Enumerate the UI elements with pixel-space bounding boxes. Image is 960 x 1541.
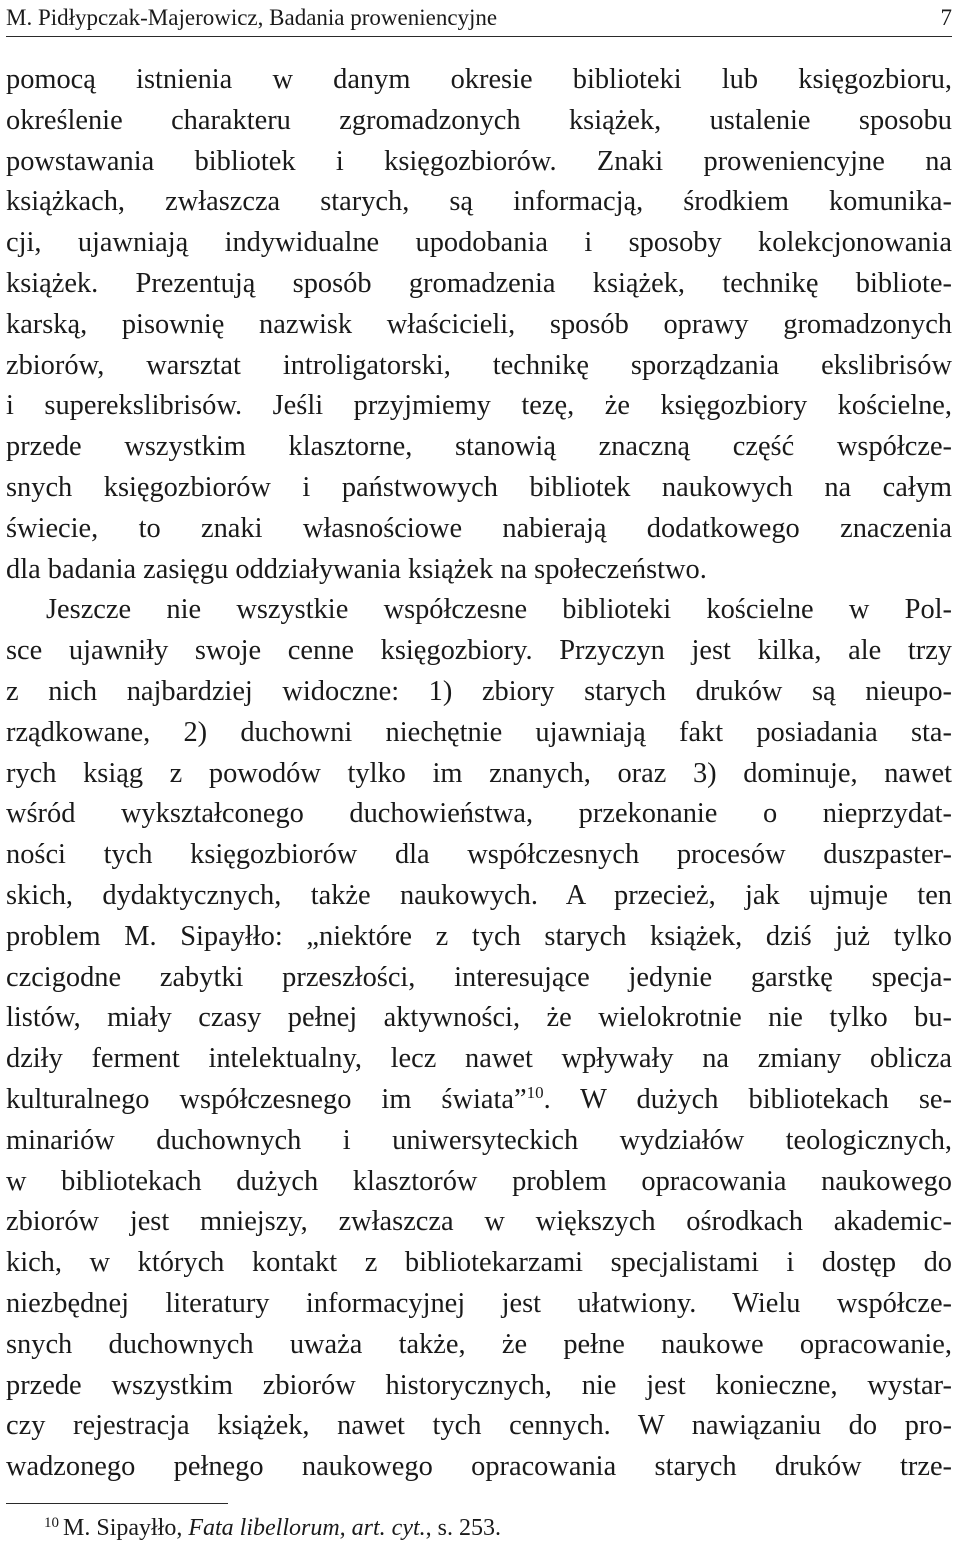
text-segment: . W dużych bibliotekach se- — [543, 1083, 952, 1115]
text-line: kich, w których kontakt z bibliotekarzami specjalistami i dostęp do — [6, 1247, 952, 1279]
text-line: snych duchownych uważa także, że pełne naukowe opracowanie, — [6, 1328, 952, 1360]
text-line: przede wszystkim klasztorne, stanowią znaczną część współcze- — [6, 431, 952, 463]
text-line: książkach, zwłaszcza starych, są informacją, środkiem komunika- — [6, 186, 952, 218]
text-line-with-footnote — [6, 1080, 952, 1121]
text-line: z nich najbardziej widoczne: 1) zbiory starych druków są nieupo- — [6, 675, 952, 707]
text-line: sce ujawniły swoje cenne księgozbiory. Przyczyn jest kilka, ale trzy — [6, 635, 952, 667]
text-line: skich, dydaktycznych, także naukowych. A przecież, jak ujmuje ten — [6, 879, 952, 911]
text-line: czy rejestracja książek, nawet tych cennych. W nawiązaniu do pro- — [6, 1410, 952, 1442]
running-header — [6, 0, 952, 37]
footnote-title: Fata libellorum, art. cyt. — [188, 1515, 426, 1541]
text-line: Jeszcze nie wszystkie współczesne biblioteki kościelne w Pol- — [46, 594, 952, 626]
text-segment: kulturalnego współczesnego im świata” — [6, 1083, 527, 1115]
text-line: powstawania bibliotek i księgozbiorów. Znaki proweniencyjne na — [6, 145, 952, 177]
footnote-divider — [6, 1503, 228, 1504]
footnote-reference[interactable]: 10 — [526, 1082, 544, 1102]
footnote-author: M. Sipayłło, — [63, 1515, 189, 1541]
text-line: rych ksiąg z powodów tylko im znanych, oraz 3) dominuje, nawet — [6, 757, 952, 789]
text-line: i superekslibrisów. Jeśli przyjmiemy tezę, że księgozbiory kościelne, — [6, 390, 952, 422]
text-line: książek. Prezentują sposób gromadzenia książek, technikę bibliote- — [6, 267, 952, 299]
text-line: zbiorów jest mniejszy, zwłaszcza w większych ośrodkach akademic- — [6, 1206, 952, 1238]
text-line: dziły ferment intelektualny, lecz nawet wpływały na zmiany oblicza — [6, 1043, 952, 1075]
text-line: snych księgozbiorów i państwowych bibliotek naukowych na całym — [6, 471, 952, 503]
text-line: dla badania zasięgu oddziaływania książek na społeczeństwo. — [6, 553, 707, 585]
text-line: wadzonego pełnego naukowego opracowania starych druków trze- — [6, 1451, 952, 1483]
text-line: świecie, to znaki własnościowe nabierają dodatkowego znaczenia — [6, 512, 952, 544]
text-line: w bibliotekach dużych klasztorów problem opracowania naukowego — [6, 1165, 952, 1197]
text-line: ności tych księgozbiorów dla współczesnych procesów duszpaster- — [6, 839, 952, 871]
text-line: przede wszystkim zbiorów historycznych, nie jest konieczne, wystar- — [6, 1369, 952, 1401]
text-line: problem M. Sipayłło: „niektóre z tych starych książek, dziś już tylko — [6, 920, 952, 952]
footnote-number: 10 — [44, 1514, 59, 1531]
page-number: 7 — [940, 5, 952, 30]
running-title: M. Pidłypczak-Majerowicz, Badania proweniencyjne — [6, 5, 498, 30]
body-text — [6, 60, 952, 1488]
text-line: zbiorów, warsztat introligatorski, technikę sporządzania ekslibrisów — [6, 349, 952, 381]
footnote — [44, 1515, 501, 1541]
text-line: listów, miały czasy pełnej aktywności, że wielokrotnie nie tylko bu- — [6, 1002, 952, 1034]
footnote-rest: , s. 253. — [425, 1515, 501, 1541]
text-line: cji, ujawniają indywidualne upodobania i sposoby kolekcjonowania — [6, 227, 952, 259]
text-line: wśród wykształconego duchowieństwa, przekonanie o nieprzydat- — [6, 798, 952, 830]
text-line: karską, pisownię nazwisk właścicieli, sposób oprawy gromadzonych — [6, 308, 952, 340]
text-line: czcigodne zabytki przeszłości, interesujące jedynie garstkę specja- — [6, 961, 952, 993]
text-line: niezbędnej literatury informacyjnej jest ułatwiony. Wielu współcze- — [6, 1287, 952, 1319]
text-line: minariów duchownych i uniwersyteckich wydziałów teologicznych, — [6, 1124, 952, 1156]
text-line: określenie charakteru zgromadzonych książek, ustalenie sposobu — [6, 104, 952, 136]
text-line: rządkowane, 2) duchowni niechętnie ujawniają fakt posiadania sta- — [6, 716, 952, 748]
text-line: pomocą istnienia w danym okresie biblioteki lub księgozbioru, — [6, 64, 952, 95]
